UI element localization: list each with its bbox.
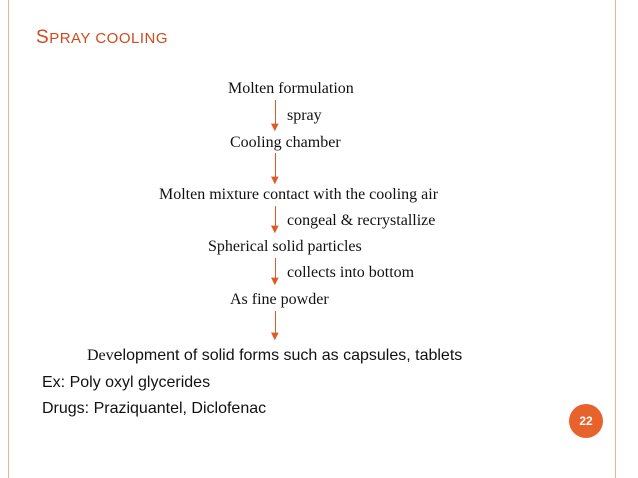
flow-action-congeal: congeal & recrystallize <box>287 212 436 229</box>
development-text <box>87 347 462 365</box>
flow-step-spherical-particles: Spherical solid particles <box>208 238 362 255</box>
down-arrow-icon: ▼ <box>271 311 281 340</box>
page-number-badge: 22 <box>569 404 603 438</box>
flow-step-fine-powder: As fine powder <box>230 291 329 308</box>
flow-action-collects: collects into bottom <box>287 264 415 281</box>
down-arrow-icon: ▼ <box>271 258 281 285</box>
right-margin-rule <box>615 0 616 478</box>
flow-step-cooling-chamber: Cooling chamber <box>230 134 341 151</box>
title-rest: PRAY COOLING <box>49 30 168 47</box>
title-initial: S <box>36 27 50 48</box>
slide-title <box>36 27 168 49</box>
down-arrow-icon: ▼ <box>271 100 281 131</box>
down-arrow-icon: ▼ <box>271 153 281 184</box>
example-text: Ex: Poly oxyl glycerides <box>42 374 211 391</box>
development-prefix: Dev <box>87 347 114 364</box>
down-arrow-icon: ▼ <box>271 206 281 233</box>
flow-action-spray: spray <box>287 107 322 124</box>
flow-step-molten-mixture-contact: Molten mixture contact with the cooling air <box>159 186 439 203</box>
development-rest: elopment of solid forms such as capsules, tablets <box>113 347 463 364</box>
flow-step-molten-formulation: Molten formulation <box>228 80 354 97</box>
drugs-text: Drugs: Praziquantel, Diclofenac <box>42 400 267 417</box>
left-margin-rule <box>8 0 9 478</box>
